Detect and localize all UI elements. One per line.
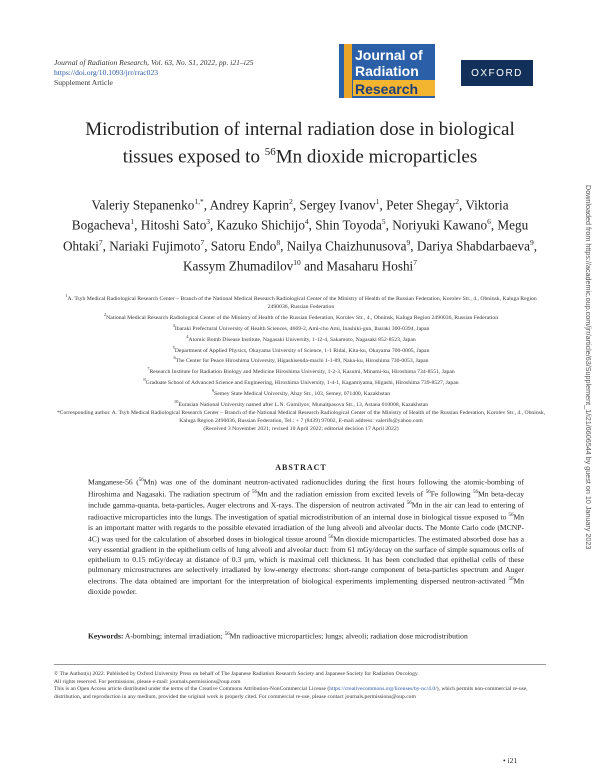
author-affiliation-marker: 7 bbox=[200, 237, 205, 247]
author-name: Peter Shegay bbox=[386, 197, 456, 213]
author-name: Masaharu Hoshi bbox=[326, 258, 414, 274]
author-affiliation-marker: 4 bbox=[304, 217, 309, 227]
abstract-sup: 56 bbox=[252, 489, 258, 495]
corresponding-author: *Corresponding author. A. Tsyb Medical Radiological Research Center – Branch of the National Medical Research Radiological Center of the Ministry of Health of the Russian Federation, Korolev Str., 4., Obninsk, Kaluga Region 2490036, Russian Federation, Tel.: + 7 (8439) 97002, E-mail address: valerifs@yahoo.com bbox=[56, 409, 546, 424]
license-link[interactable]: https://creativecommons.org/licenses/by-nc/4.0/ bbox=[329, 686, 437, 693]
author-name: Sergey Ivanov bbox=[299, 197, 376, 213]
affiliation-text: Atomic Bomb Disease Institute, Nagasaki University, 1-12-4, Sakamoto, Nagasaki 852-8523, Japan bbox=[188, 336, 416, 343]
affiliation-list bbox=[54, 292, 548, 409]
author-affiliation-marker: 10 bbox=[293, 258, 301, 268]
abstract-sup: 56 bbox=[508, 513, 514, 519]
affiliation bbox=[54, 311, 548, 322]
affiliation-text: Semey State Medical University, Abay Str., 103, Semey, 071400, Kazakhstan bbox=[214, 391, 391, 398]
affiliation-number: 7 bbox=[147, 366, 150, 372]
author-name: Satoru Endo bbox=[210, 238, 277, 254]
affiliation-number: 8 bbox=[143, 377, 146, 383]
author-affiliation-marker: 6 bbox=[487, 217, 491, 227]
author-affiliation-marker: 1 bbox=[130, 217, 135, 227]
author-name: Nariaki Fujimoto bbox=[109, 238, 201, 254]
license-text: ), which permits non-commercial re-use, distribution, and reproduction in any medium, provided the original work is properly cited. For commercial re-use, please contact journals.permissions@oup.com bbox=[54, 686, 528, 700]
abstract-text: Mn dioxide powder. bbox=[88, 577, 524, 597]
abstract-sup: 56 bbox=[138, 478, 144, 483]
affiliation bbox=[54, 354, 548, 365]
abstract-text: Mn) was one of the dominant neutron-activated radionuclides during the first hours following the atomic-bombing of Hiroshima and Nagasaki. The radiation spectrum of bbox=[88, 477, 524, 499]
author-affiliation-marker: 2 bbox=[455, 197, 460, 206]
abstract-sup: 56 bbox=[472, 489, 478, 495]
journal-logo bbox=[339, 44, 435, 98]
affiliation bbox=[54, 292, 548, 311]
affiliation bbox=[54, 376, 548, 387]
copyright-notice bbox=[54, 671, 548, 701]
abstract-heading: ABSTRACT bbox=[275, 463, 327, 472]
doi-link[interactable]: https://doi.org/10.1093/jrr/rrac023 bbox=[54, 68, 159, 77]
author-name: Kazuko Shichijo bbox=[216, 217, 305, 233]
abstract-text: Mn in the air can lead to entering of radioactive microparticles into the lungs. The investigation of spatial microdistribution of an internal dose in biological tissue exposed to bbox=[88, 501, 524, 522]
abstract-sup: 56 bbox=[406, 501, 412, 507]
affiliation bbox=[54, 322, 548, 333]
abstract-text: Manganese-56 ( bbox=[88, 477, 139, 487]
title-part-1: Microdistribution of internal radiation dose in biological tissues exposed to bbox=[85, 119, 515, 168]
author-affiliation-marker: 9 bbox=[529, 237, 534, 247]
affiliation-text: Research Institute for Radiation Biology and Medicine Hiroshima University, 1-2-3, Kasumi, Minami-ku, Hiroshima 734-8551, Japan bbox=[149, 369, 455, 376]
affiliation-text: National Medical Research Radiological Center of the Ministry of Health of the Russian Federation, Korolev Str., 4., Obninsk, Kaluga Region 2490036, Russian Federation bbox=[106, 314, 499, 321]
author-affiliation-marker: 3 bbox=[206, 217, 211, 227]
affiliations bbox=[54, 292, 548, 433]
copyright-line-3 bbox=[54, 686, 548, 701]
title-part-2: Mn dioxide microparticles bbox=[275, 146, 478, 168]
keywords-text: A-bombing; internal irradiation; bbox=[123, 631, 225, 641]
author-affiliation-marker: 5 bbox=[381, 217, 386, 227]
journal-logo-line2: Radiation bbox=[355, 63, 419, 79]
article-header bbox=[54, 58, 253, 88]
page-number: • i21 bbox=[503, 756, 518, 765]
oxford-logo: OXFORD bbox=[461, 60, 533, 86]
affiliation-text: A. Tsyb Medical Radiological Research Center – Branch of the National Medical Research Radiological Center of the Ministry of Health of the Russian Federation, Korolev Str., 4., Obninsk, Kaluga Region 2490036, Russian Federation bbox=[67, 295, 537, 310]
license-text: This is an Open Access article distributed under the terms of the Creative Commons Attribution-NonCommercial License ( bbox=[54, 686, 330, 693]
author-affiliation-marker: 1,* bbox=[194, 197, 204, 206]
affiliation-number: 1 bbox=[65, 293, 68, 298]
journal-citation: Journal of Radiation Research, Vol. 63, No. S1, 2022, pp. i21–i25 bbox=[54, 58, 254, 67]
download-side-note bbox=[581, 185, 595, 705]
author-affiliation-marker: 1 bbox=[375, 197, 380, 206]
affiliation-text: Eurasian National University named after L.N. Gumilyov, Munaitpasova Str., 13, Astana 010008, Kazakhstan bbox=[178, 401, 429, 408]
affiliation-number: 4 bbox=[186, 333, 189, 339]
keywords-label: Keywords: bbox=[88, 631, 124, 641]
author-name: Dariya Shabdarbaeva bbox=[416, 238, 530, 254]
author-name: Valeriy Stepanenko bbox=[91, 197, 195, 213]
author-list: Valeriy Stepanenko$^{1,*}$, Andrey Kaprin$^2$, Sergey Ivanov$^1$, Peter Shegay$^2$, Viktoria Bogacheva$^1$, Hitoshi Sato$^3$, Kazuko Shichijo$^4$, Shin Toyoda$^5$, Noriyuki Kawano$^6$, Megu Ohtaki$^7$, Nariaki Fujimoto$^7$, Satoru Endo$^8$, Nailya Chaizhunusova$^9$, Dariya Shabdarbaeva$^9$, Kassym Zhumadilov$^{10}$ and Masaharu Hoshi$^7$ bbox=[62, 197, 538, 274]
affiliation-number: 3 bbox=[172, 322, 175, 328]
download-side-note-text: Downloaded from https://academic.oup.com/jrr/article/63/Supplement_1/i21/6606544 by guest on 10 January 2023 bbox=[584, 185, 593, 550]
abstract-text: Fe following bbox=[430, 489, 473, 499]
author-affiliation-marker: 2 bbox=[289, 197, 293, 206]
author-name: Nailya Chaizhunusova bbox=[286, 238, 407, 254]
abstract-text: Mn is an important matter with regards to the possible elevated irradiation of the lung alveoli and alveolar ducts. The Monte Carlo code (MCNP-4C) was used for the calculation of absorbed doses in biological tissue around bbox=[88, 512, 524, 544]
journal-logo-accent bbox=[344, 44, 352, 98]
affiliation bbox=[54, 365, 548, 376]
footer-divider bbox=[54, 664, 546, 665]
abstract-text: Mn dioxide microparticles. The estimated absorbed dose has a very essential gradient in the epithelium cells of lung alveoli and alveolar duct: from 61 mGy/decay on the surface of simple squamous cells of epithelium to 0.15 mGy/decay at distance of 0.3 μm, which is maximal cell thickness. It has been concluded that epithelial cells of these pulmonary microstructures are selectively irradiated by low-energy electrons: short-range component of beta-particles spectrum and Auger electrons. The data obtained are important for the interpretation of biological experiments implementing dispersed neutron-activated bbox=[88, 534, 524, 587]
affiliation bbox=[54, 344, 548, 355]
affiliation-text: Department of Applied Physics, Okayama University of Science, 1-1 Ridai, Kita-ku, Okayama 700-0005, Japan bbox=[174, 347, 430, 354]
keywords-text: Mn radioactive microparticles; lungs; alveoli; radiation dose microdistribution bbox=[229, 631, 468, 641]
author-name: Shin Toyoda bbox=[315, 217, 382, 233]
affiliation-text: Graduate School of Advanced Science and Engineering, Hiroshima University, 1-4-1, Kagamiyama, Higashi, Hiroshima 739-8527, Japan bbox=[145, 380, 459, 387]
author-name: Viktoria Bogacheva bbox=[71, 197, 509, 233]
title-isotope-mass: 56 bbox=[264, 146, 276, 158]
author-name: Hitoshi Sato bbox=[140, 217, 207, 233]
author-name: Megu Ohtaki bbox=[62, 217, 529, 254]
abstract-sup: 56 bbox=[508, 577, 514, 583]
journal-logo-line1: Journal of bbox=[355, 47, 423, 63]
received-dates: (Received 3 November 2021; revised 10 April 2022; editorial decision 17 April 2022) bbox=[203, 425, 399, 432]
affiliation bbox=[54, 387, 548, 398]
copyright-line-2: All rights reserved. For permissions, please e-mail: journals.permissions@oup.com bbox=[54, 678, 241, 685]
abstract-text: Mn beta-decay include gamma-quanta, beta-particles, Auger electrons and X-rays. The dispersion of neutron activated bbox=[88, 489, 524, 510]
author-name: Andrey Kaprin bbox=[209, 197, 290, 213]
abstract-sup: 56 bbox=[328, 535, 334, 541]
keywords-sup: 56 bbox=[224, 632, 230, 637]
author-name: Kassym Zhumadilov bbox=[183, 258, 294, 274]
article-title bbox=[60, 118, 540, 168]
copyright-line-1: © The Author(s) 2022. Published by Oxford University Press on behalf of The Japanese Radiation Research Society and Japanese Society for Radiation Oncology. bbox=[54, 671, 419, 677]
author-affiliation-marker: 7 bbox=[98, 237, 103, 247]
abstract-sup: 56 bbox=[425, 489, 431, 495]
affiliation-number: 10 bbox=[173, 399, 179, 405]
affiliation-number: 2 bbox=[103, 311, 107, 317]
affiliation-number: 9 bbox=[211, 388, 215, 394]
affiliation bbox=[54, 398, 548, 409]
keywords bbox=[88, 630, 524, 642]
author-affiliation-marker: 8 bbox=[276, 237, 281, 247]
author-affiliation-marker: 9 bbox=[406, 237, 411, 247]
affiliation bbox=[54, 333, 548, 344]
author-affiliation-marker: 7 bbox=[413, 258, 417, 268]
affiliation-number: 6 bbox=[173, 355, 176, 361]
affiliation-text: The Center for Peace Hiroshima University, Higashisenda-machi 1-1-89, Naka-ku, Hiroshima 730-0053, Japan bbox=[175, 358, 429, 365]
article-type: Supplement Article bbox=[54, 78, 113, 87]
abstract-text: Mn and the radiation emission from excited levels of bbox=[257, 489, 426, 499]
author-name: Noriyuki Kawano bbox=[392, 217, 488, 233]
affiliation-number: 5 bbox=[172, 344, 175, 350]
abstract-body bbox=[88, 476, 524, 597]
journal-logo-line3: Research bbox=[355, 81, 419, 97]
affiliation-text: Ibaraki Prefectural University of Health Sciences, 4669-2, Ami-cho Ami, Inashiki-gun, Ibaraki 300-0394, Japan bbox=[174, 325, 430, 332]
